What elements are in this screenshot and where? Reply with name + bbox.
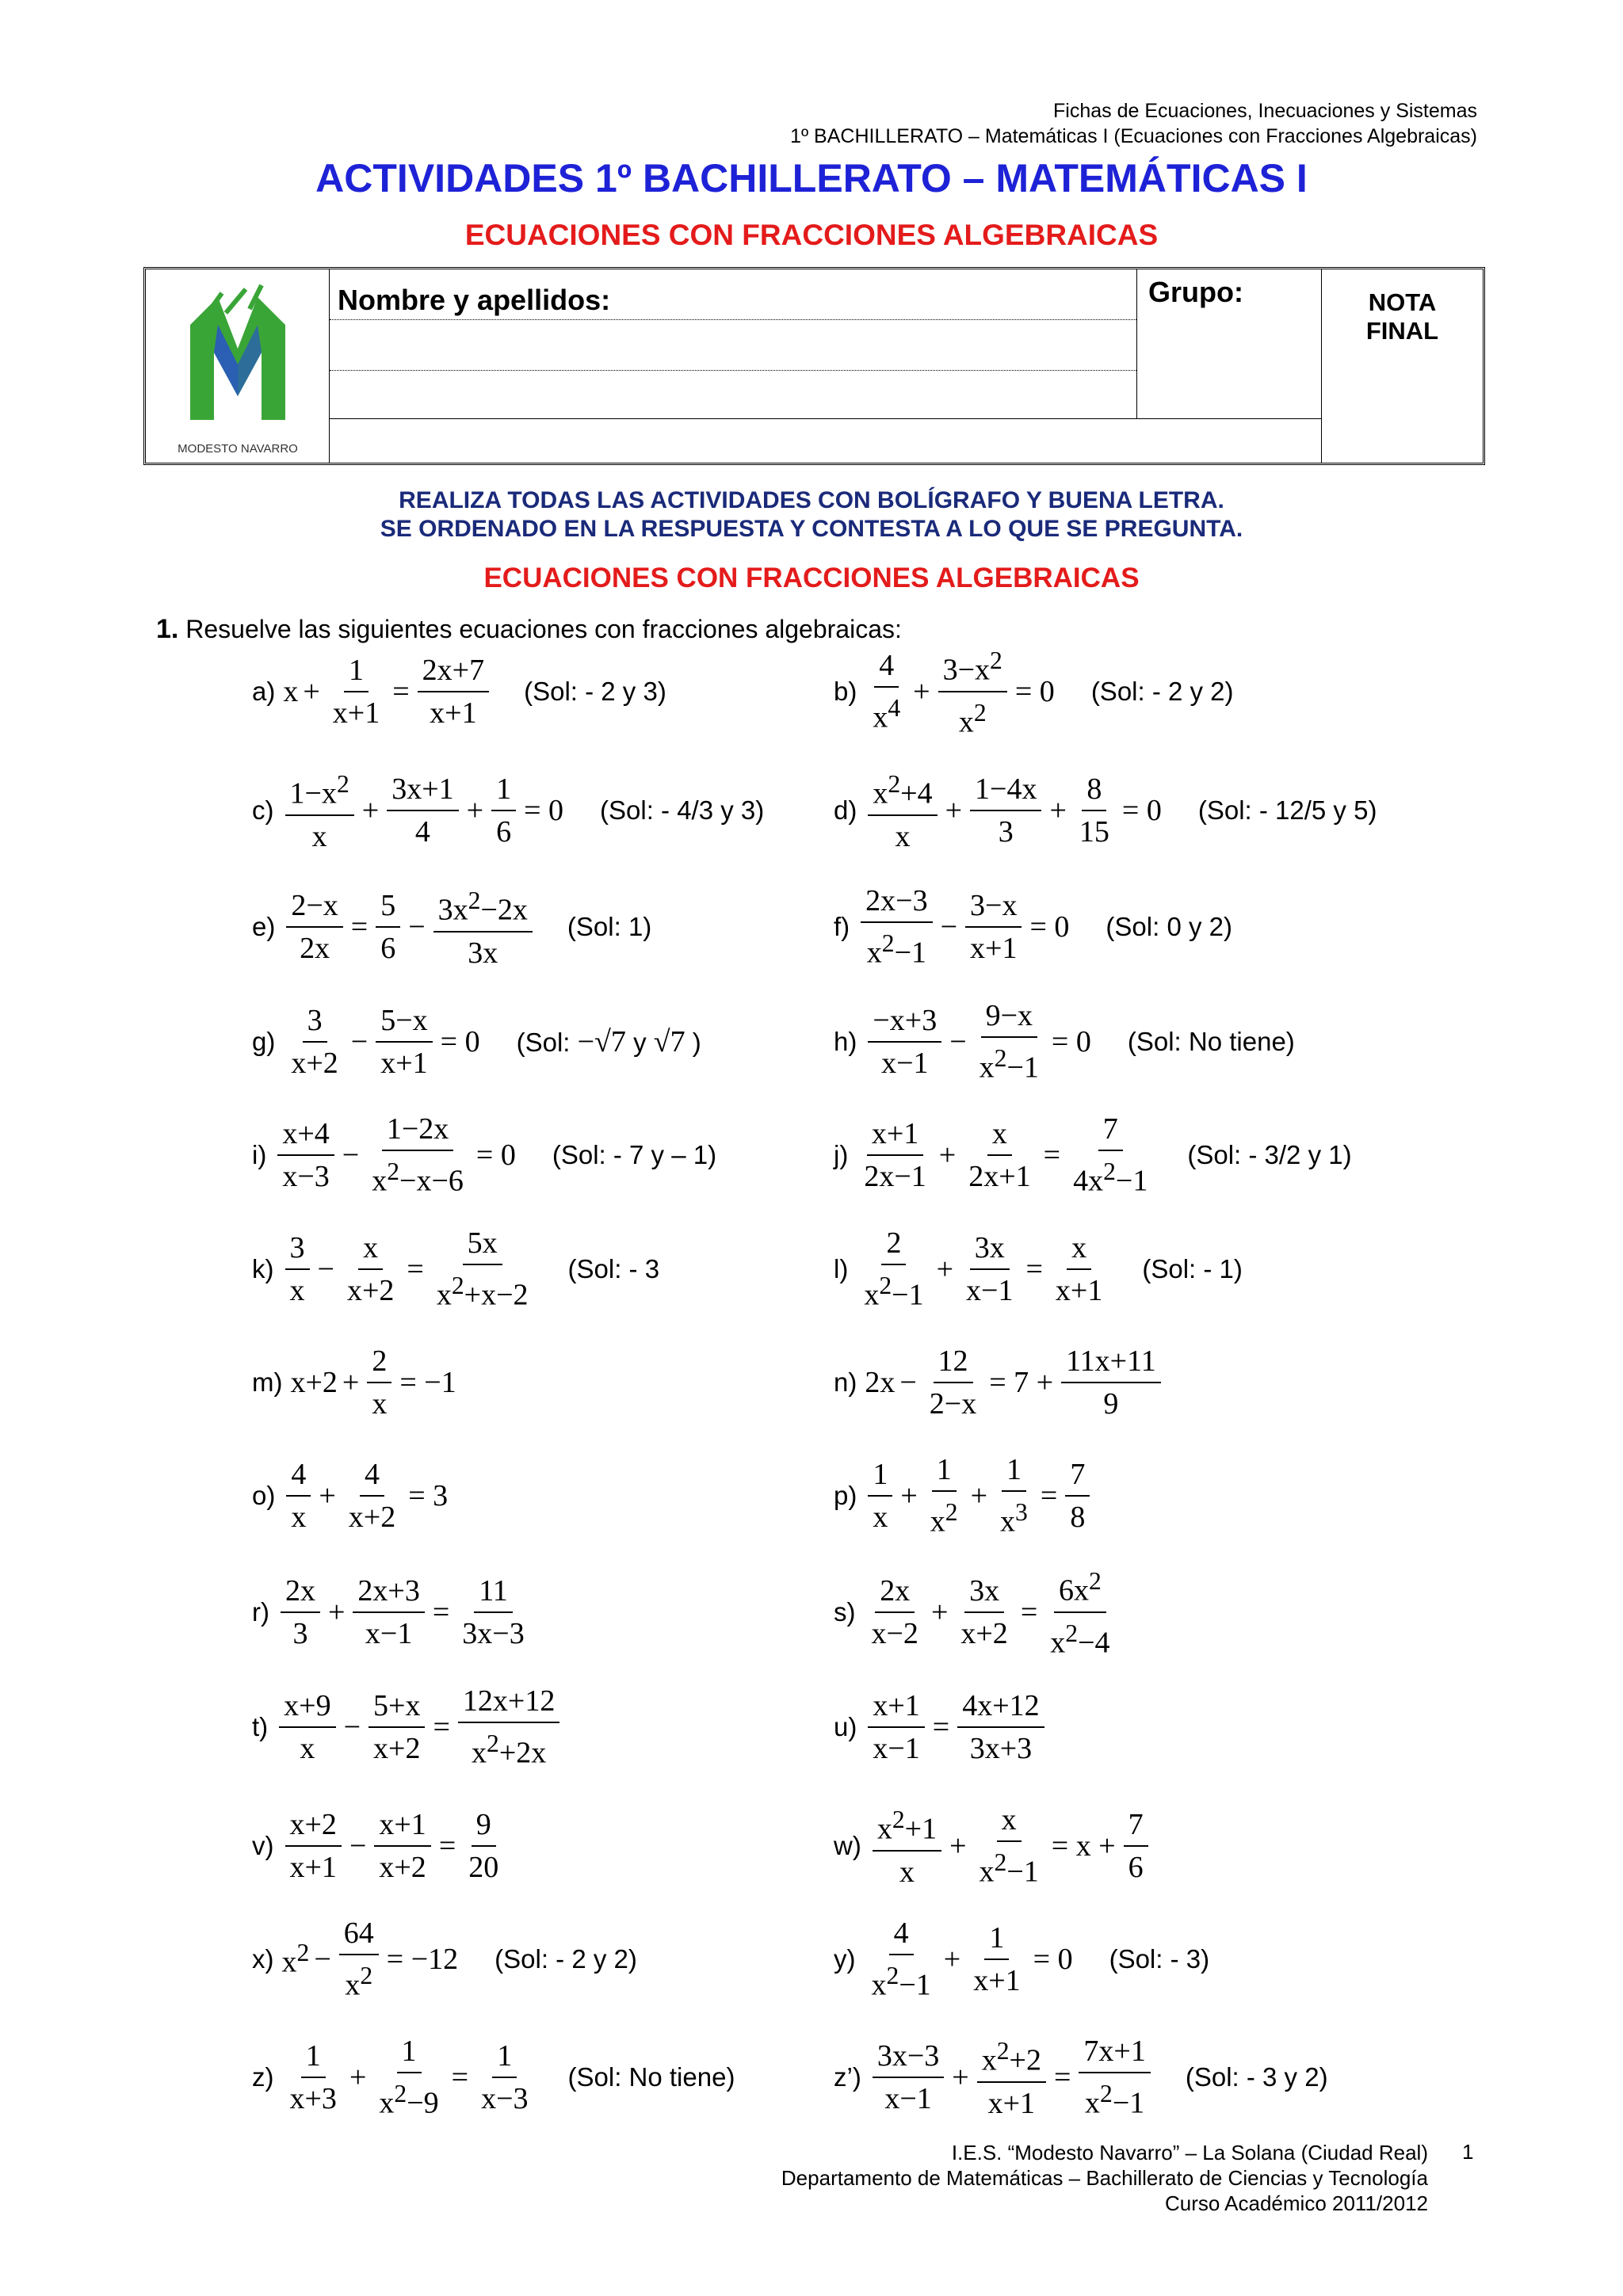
fraction: $\frac{x}{x+2}$ (346, 1231, 395, 1307)
page-title: ACTIVIDADES 1º BACHILLERATO – MATEMÁTICAS I (315, 156, 1308, 200)
fraction: $\frac{x+1}{x-1}$ (868, 1688, 924, 1766)
fraction: $\frac{3}{x}$ (285, 1230, 310, 1308)
grade-label-2: FINAL (1365, 317, 1439, 345)
problem-number: 1. (156, 614, 179, 644)
fraction: $\frac{4}{x^2-1}$ (871, 1917, 931, 2002)
equation-c: c) $\frac{1-x^2}{x}$ + $\frac{3x+1}{4}$ + $\frac{1}{6}$ = 0 (Sol: - 4/3 y 3) (252, 767, 764, 854)
fraction: $\frac{7}{8}$ (1065, 1457, 1090, 1535)
fraction: $\frac{5x}{x^2+x-2}$ (436, 1226, 529, 1312)
fraction: $\frac{x}{2x+1}$ (968, 1117, 1031, 1193)
eq-solution: (Sol: 1) (567, 912, 652, 941)
fraction: $\frac{4x+12}{3x+3}$ (957, 1688, 1044, 1766)
fraction: $\frac{2}{x}$ (367, 1344, 391, 1421)
fraction: $\frac{1-4x}{3}$ (970, 772, 1041, 849)
eq-label: e) (252, 912, 276, 941)
eq-label: r) (252, 1597, 269, 1627)
equation-h: h) $\frac{-x+3}{x-1}$ − $\frac{9-x}{x^2-1}$ = 0 (Sol: No tiene) (834, 999, 1295, 1085)
equation-x: x) $x^2$ − $\frac{64}{x^2}$ = −12 (Sol: - 2 y 2) (252, 1917, 637, 2002)
fraction: $\frac{3x^2-2x}{3x}$ (433, 883, 533, 971)
eq-label: i) (252, 1140, 267, 1169)
eq-solution: (Sol: −√7 y √7 ) (516, 1025, 701, 1058)
fraction: $\frac{1}{x-3}$ (481, 2039, 529, 2115)
fraction: $\frac{x+2}{x+1}$ (285, 1807, 342, 1885)
instruction-line-1: REALIZA TODAS LAS ACTIVIDADES CON BOLÍGRAFO Y BUENA LETRA. (399, 487, 1224, 513)
fraction: $\frac{7x+1}{x^2-1}$ (1079, 2034, 1150, 2121)
fraction: $\frac{4}{x}$ (286, 1457, 311, 1535)
problem-text: Resuelve las siguientes ecuaciones con fracciones algebraicas: (185, 615, 902, 643)
eq-solution: (Sol: No tiene) (1127, 1027, 1295, 1056)
fraction: $\frac{3}{x+2}$ (291, 1004, 338, 1080)
eq-solution: (Sol: - 7 y – 1) (552, 1140, 717, 1169)
fraction: $\frac{3x}{x-1}$ (966, 1231, 1014, 1307)
eq-solution: (Sol: - 2 y 3) (524, 677, 666, 706)
grade-label-1: NOTA (1368, 288, 1437, 316)
fraction: $\frac{12x+12}{x^2+2x}$ (458, 1684, 559, 1771)
fraction: $\frac{11x+11}{9}$ (1061, 1344, 1161, 1421)
fraction: $\frac{1}{x^2}$ (930, 1453, 958, 1539)
fraction: $\frac{3-x^2}{x^2}$ (938, 643, 1007, 739)
fraction: $\frac{5+x}{x+2}$ (369, 1688, 425, 1766)
fraction: $\frac{x+9}{x}$ (279, 1688, 335, 1766)
fraction: $\frac{1}{x^3}$ (1000, 1453, 1028, 1539)
instruction-line-2: SE ORDENADO EN LA RESPUESTA Y CONTESTA A LO QUE SE PREGUNTA. (380, 516, 1243, 542)
fraction: $\frac{2}{x^2-1}$ (864, 1226, 924, 1312)
eq-solution: (Sol: - 12/5 y 5) (1197, 795, 1377, 825)
fraction: $\frac{1}{x+1}$ (973, 1921, 1021, 1997)
fraction: $\frac{4}{x^4}$ (873, 649, 901, 734)
eq-label: u) (834, 1712, 857, 1741)
eq-label: l) (834, 1254, 849, 1283)
name-line-2 (330, 370, 1136, 371)
section-title: ECUACIONES CON FRACCIONES ALGEBRAICAS (483, 563, 1140, 593)
fraction: $\frac{3x}{x+2}$ (960, 1574, 1008, 1650)
logo-cell (146, 269, 330, 463)
equation-l: l) $\frac{2}{x^2-1}$ + $\frac{3x}{x-1}$ = $\frac{x}{x+1}$ (Sol: - 1) (834, 1226, 1243, 1312)
eq-solution: (Sol: - 2 y 2) (1090, 677, 1234, 706)
eq-label: m) (252, 1367, 283, 1397)
eq-label: y) (834, 1944, 856, 1974)
equation-n: n) 2x − $\frac{12}{2-x}$ = 7 + $\frac{11x+11}{9}$ (834, 1339, 1164, 1426)
equation-m: m) x+2 + $\frac{2}{x}$ = −1 (252, 1344, 456, 1421)
equation-s: s) $\frac{2x}{x-2}$ + $\frac{3x}{x+2}$ = $\frac{6x^2}{x^2-4}$ (834, 1569, 1118, 1656)
equation-r: r) $\frac{2x}{3}$ + $\frac{2x+3}{x-1}$ = $\frac{11}{3x-3}$ (252, 1569, 533, 1656)
fraction: $\frac{4}{x+2}$ (348, 1458, 396, 1534)
eq-label: j) (834, 1140, 849, 1169)
fraction: $\frac{x}{x+1}$ (1055, 1231, 1103, 1307)
equation-g: g) $\frac{3}{x+2}$ − $\frac{5-x}{x+1}$ = 0 (Sol: −√7 y √7 ) (252, 1004, 701, 1080)
name-cell (330, 269, 1137, 419)
fraction: $\frac{x+1}{2x-1}$ (864, 1117, 926, 1193)
eq-label: z’) (834, 2062, 861, 2092)
page-number: 1 (1462, 2140, 1474, 2164)
equation-a: a) x + $\frac{1}{x+1}$ = $\frac{2x+7}{x+1}$ (Sol: - 2 y 3) (252, 654, 666, 730)
fraction: $\frac{1}{6}$ (491, 772, 516, 849)
fraction: $\frac{x^2+4}{x}$ (868, 767, 937, 854)
eq-label: w) (834, 1831, 861, 1860)
fraction: $\frac{1-2x}{x^2-x-6}$ (372, 1112, 464, 1198)
equation-u: u) $\frac{x+1}{x-1}$ = $\frac{4x+12}{3x+3}$ (834, 1684, 1048, 1771)
eq-label: b) (834, 677, 857, 706)
eq-solution: (Sol: 0 y 2) (1106, 912, 1232, 941)
header-line-2: 1º BACHILLERATO – Matemáticas I (Ecuaciones con Fracciones Algebraicas) (790, 125, 1477, 147)
fraction: $\frac{3-x}{x+1}$ (965, 888, 1022, 966)
fraction: $\frac{5}{6}$ (376, 888, 400, 966)
fraction: $\frac{x+1}{x+2}$ (374, 1807, 430, 1885)
footer-line-2: Departamento de Matemáticas – Bachillerato de Ciencias y Tecnología (781, 2166, 1428, 2190)
eq-label: a) (252, 677, 276, 706)
equation-z-prime: z’) $\frac{3x-3}{x-1}$ + $\frac{x^2+2}{x+1}$ = $\frac{7x+1}{x^2-1}$ (Sol: - 3 y 2) (834, 2035, 1328, 2120)
eq-solution: (Sol: - 3 y 2) (1185, 2062, 1328, 2092)
fraction: $\frac{6x^2}{x^2-4}$ (1045, 1564, 1114, 1660)
equation-z: z) $\frac{1}{x+3}$ + $\frac{1}{x^2-9}$ = $\frac{1}{x-3}$ (Sol: No tiene) (252, 2035, 735, 2120)
equation-t: t) $\frac{x+9}{x}$ − $\frac{5+x}{x+2}$ = $\frac{12x+12}{x^2+2x}$ (252, 1684, 563, 1771)
equation-y: y) $\frac{4}{x^2-1}$ + $\frac{1}{x+1}$ = 0 (Sol: - 3) (834, 1917, 1210, 2002)
fraction: $\frac{x}{x^2-1}$ (979, 1803, 1039, 1889)
fraction: $\frac{x+4}{x-3}$ (277, 1116, 334, 1194)
eq-solution: (Sol: - 4/3 y 3) (600, 795, 765, 825)
eq-solution: (Sol: - 1) (1142, 1254, 1243, 1283)
page-subtitle: ECUACIONES CON FRACCIONES ALGEBRAICAS (464, 219, 1159, 251)
group-cell (1137, 269, 1322, 419)
equation-f: f) $\frac{2x-3}{x^2-1}$ − $\frac{3-x}{x+1}$ = 0 (Sol: 0 y 2) (834, 884, 1232, 970)
eq-solution: (Sol: No tiene) (567, 2062, 735, 2092)
fraction: $\frac{1}{x+1}$ (332, 654, 380, 730)
eq-label: p) (834, 1481, 857, 1510)
eq-label: h) (834, 1027, 857, 1056)
fraction: $\frac{11}{3x-3}$ (462, 1574, 525, 1650)
fraction: $\frac{2-x}{2x}$ (286, 888, 342, 966)
equation-b: b) $\frac{4}{x^4}$ + $\frac{3-x^2}{x^2}$ = 0 (Sol: - 2 y 2) (834, 648, 1234, 735)
student-info-box (143, 267, 1485, 465)
logo-caption: MODESTO NAVARRO (178, 442, 298, 456)
fraction: $\frac{x^2+1}{x}$ (873, 1802, 941, 1890)
group-label: Grupo: (1148, 276, 1243, 308)
eq-term: x (283, 675, 299, 708)
fraction: $\frac{2x+7}{x+1}$ (418, 653, 489, 730)
eq-solution: (Sol: - 3/2 y 1) (1187, 1140, 1352, 1169)
eq-label: o) (252, 1481, 276, 1510)
fraction: $\frac{1-x^2}{x}$ (285, 767, 354, 854)
eq-label: c) (252, 795, 274, 825)
fraction: $\frac{1}{x^2-9}$ (379, 2035, 439, 2120)
school-logo-icon (158, 277, 317, 436)
fraction: $\frac{12}{2-x}$ (929, 1344, 977, 1421)
equation-e: e) $\frac{2-x}{2x}$ = $\frac{5}{6}$ − $\frac{3x^2-2x}{3x}$ (Sol: 1) (252, 883, 651, 971)
equation-w: w) $\frac{x^2+1}{x}$ + $\frac{x}{x^2-1}$ = x + $\frac{7}{6}$ (834, 1802, 1151, 1890)
fraction: $\frac{1}{x+3}$ (289, 2039, 337, 2115)
fraction: $\frac{3x+1}{4}$ (387, 772, 458, 849)
eq-label: n) (834, 1367, 857, 1397)
footer-line-1: I.E.S. “Modesto Navarro” – La Solana (Ciudad Real) (951, 2141, 1428, 2164)
eq-solution: (Sol: - 2 y 2) (495, 1944, 637, 1974)
fraction: $\frac{7}{4x^2-1}$ (1073, 1112, 1148, 1198)
eq-label: d) (834, 795, 857, 825)
eq-label: s) (834, 1597, 856, 1627)
fraction: $\frac{9}{20}$ (468, 1808, 499, 1884)
equation-k: k) $\frac{3}{x}$ − $\frac{x}{x+2}$ = $\frac{5x}{x^2+x-2}$ (Sol: - 3 (252, 1226, 660, 1312)
fraction: $\frac{2x}{x-2}$ (871, 1574, 918, 1650)
equation-p: p) $\frac{1}{x}$ + $\frac{1}{x^2}$ + $\frac{1}{x^3}$ = $\frac{7}{8}$ (834, 1452, 1093, 1539)
eq-label: z) (252, 2062, 274, 2092)
equation-d: d) $\frac{x^2+4}{x}$ + $\frac{1-4x}{3}$ + $\frac{8}{15}$ = 0 (Sol: - 12/5 y 5) (834, 767, 1377, 854)
equation-i: i) $\frac{x+4}{x-3}$ − $\frac{1-2x}{x^2-x-6}$ = 0 (Sol: - 7 y – 1) (252, 1112, 717, 1198)
fraction: $\frac{2x-3}{x^2-1}$ (861, 883, 932, 971)
fraction: $\frac{2x+3}{x-1}$ (353, 1573, 424, 1651)
fraction: $\frac{64}{x^2}$ (339, 1916, 379, 2003)
equation-j: j) $\frac{x+1}{2x-1}$ + $\frac{x}{2x+1}$ = $\frac{7}{4x^2-1}$ (Sol: - 3/2 y 1) (834, 1112, 1352, 1198)
name-label: Nombre y apellidos: (338, 284, 611, 316)
fraction: $\frac{2x}{3}$ (281, 1573, 320, 1651)
footer-line-3: Curso Académico 2011/2012 (1165, 2191, 1428, 2215)
eq-label: v) (252, 1831, 274, 1860)
fraction: $\frac{1}{x}$ (868, 1457, 892, 1535)
grade-cell (1322, 269, 1483, 463)
fraction: $\frac{x^2+2}{x+1}$ (977, 2034, 1046, 2121)
problem-statement (156, 614, 902, 645)
fraction: $\frac{8}{15}$ (1079, 772, 1109, 849)
eq-solution: (Sol: - 3) (1109, 1944, 1210, 1974)
eq-label: t) (252, 1712, 269, 1741)
name-line-1 (330, 319, 1136, 320)
equation-o: o) $\frac{4}{x}$ + $\frac{4}{x+2}$ = 3 (252, 1458, 449, 1534)
eq-label: g) (252, 1027, 276, 1056)
equation-v: v) $\frac{x+2}{x+1}$ − $\frac{x+1}{x+2}$ = $\frac{9}{20}$ (252, 1802, 506, 1890)
fraction: $\frac{-x+3}{x-1}$ (868, 1003, 941, 1081)
fraction: $\frac{3x-3}{x-1}$ (873, 2039, 944, 2116)
eq-label: k) (252, 1254, 274, 1283)
fraction: $\frac{5-x}{x+1}$ (376, 1003, 432, 1081)
eq-solution: (Sol: - 3 (567, 1254, 660, 1283)
fraction: $\frac{9-x}{x^2-1}$ (979, 999, 1039, 1085)
fraction: $\frac{7}{6}$ (1124, 1807, 1148, 1885)
eq-label: x) (252, 1944, 274, 1974)
header-line-1: Fichas de Ecuaciones, Inecuaciones y Sistemas (1053, 100, 1477, 122)
eq-label: f) (834, 912, 850, 941)
bottom-row-cell (330, 419, 1322, 463)
